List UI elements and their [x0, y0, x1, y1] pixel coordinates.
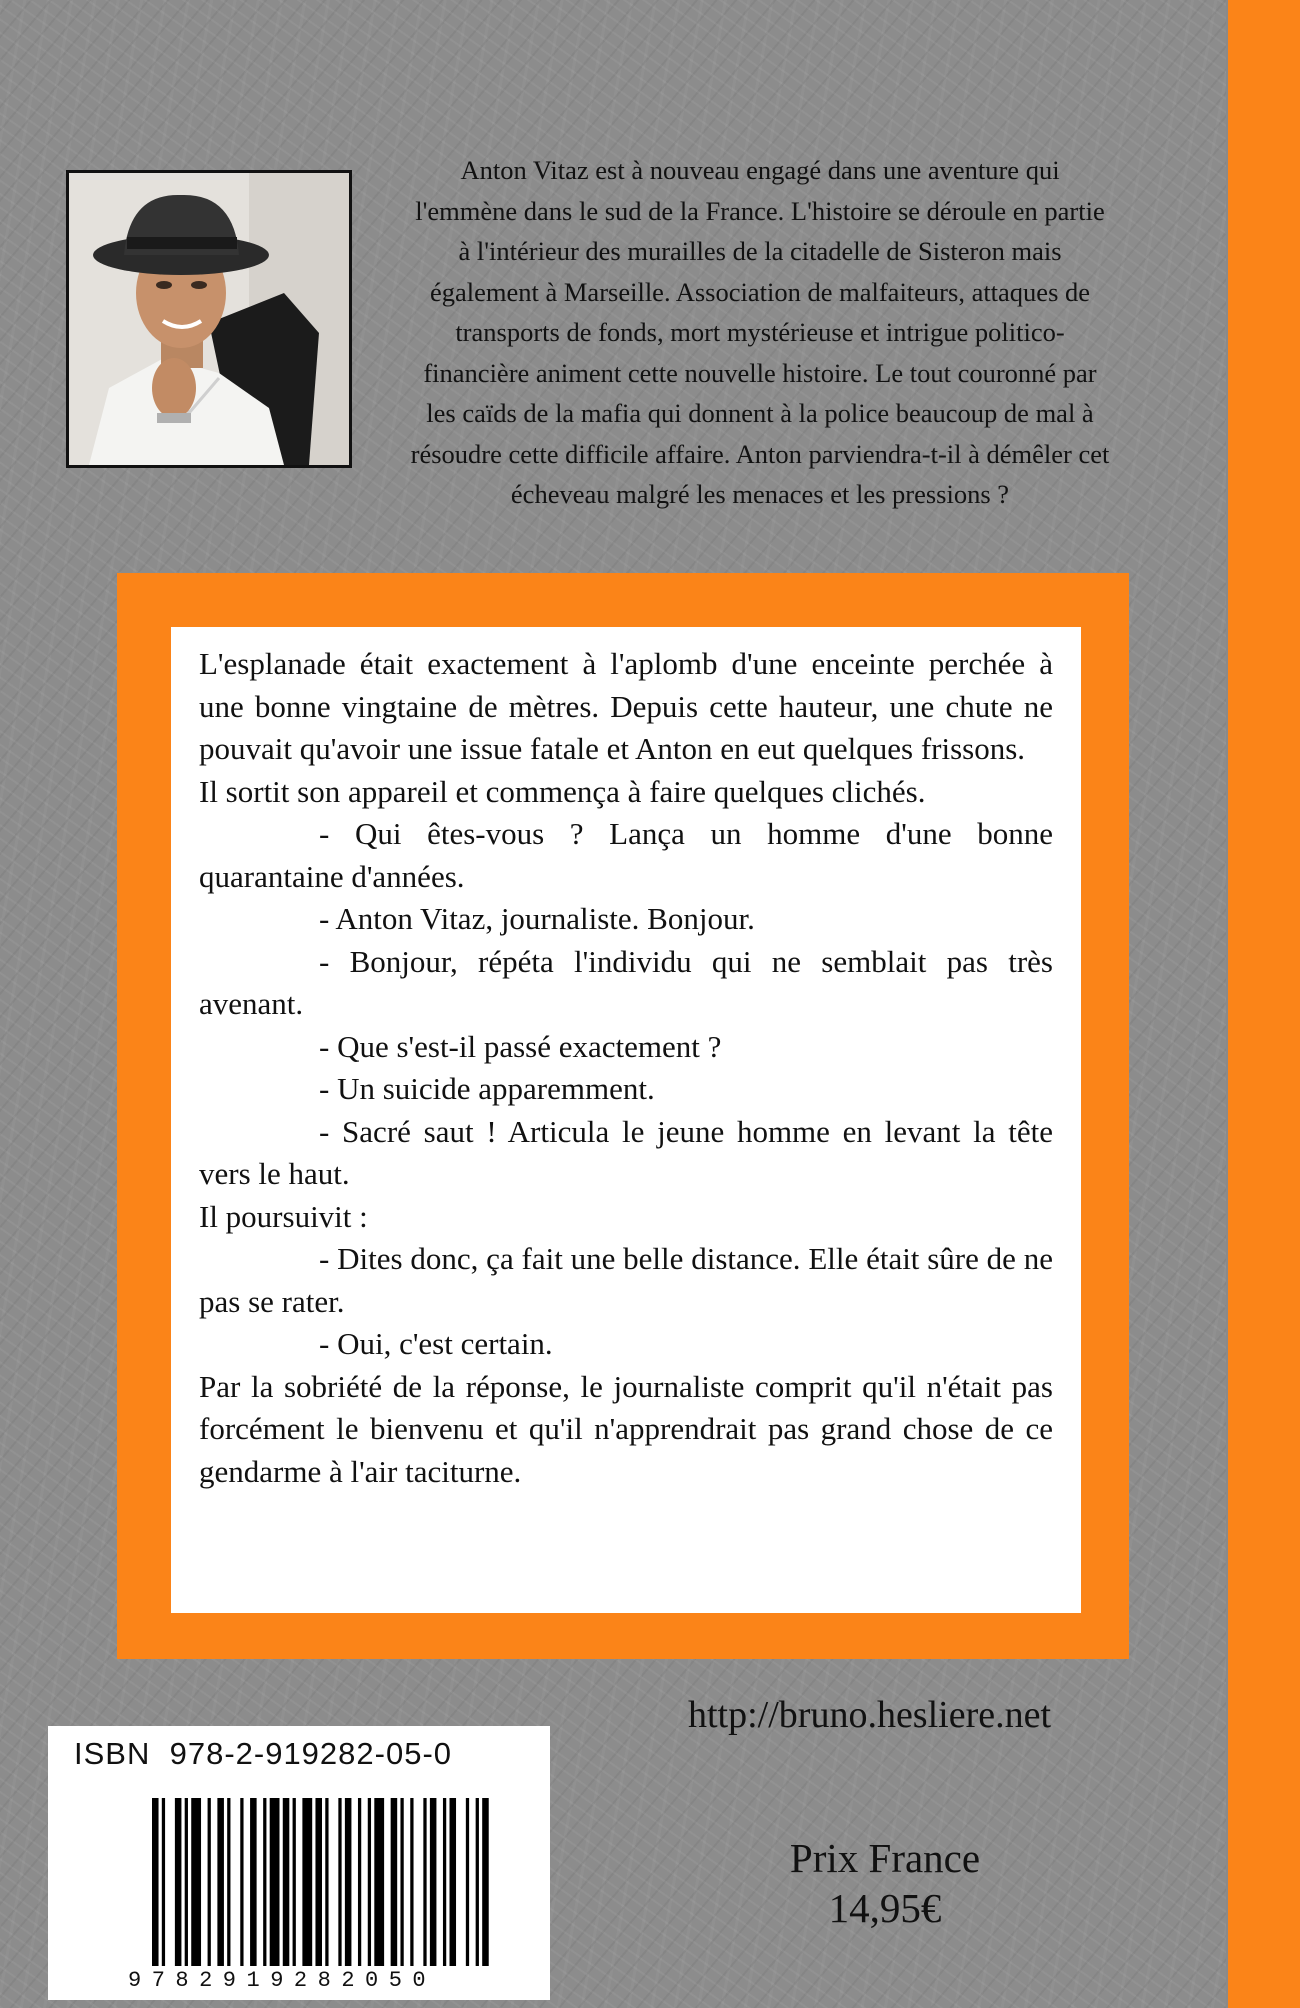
excerpt-box	[171, 627, 1081, 1613]
price-value: 14,95€	[828, 1885, 942, 1931]
isbn-number: 978-2-919282-05-0	[169, 1736, 453, 1771]
barcode-digits: 9782919282050	[128, 1968, 437, 1993]
excerpt-paragraph: Par la sobriété de la réponse, le journaliste comprit qu'il n'était pas forcément le bienvenu et qu'il n'apprendrait pas grand chose de ce gendarme à l'air taciturne.	[199, 1368, 1053, 1489]
book-blurb: Anton Vitaz est à nouveau engagé dans une aventure qui l'emmène dans le sud de la France. L'histoire se déroule en partie à l'intérieur des murailles de la citadelle de Sisteron mais également à Marseille. Association de malfaiteurs, attaques de transports de fonds, mort mystérieuse et intrigue politico-financière animent cette nouvelle histoire. Le tout couronné par les caïds de la mafia qui donnent à la police beaucoup de mal à résoudre cette difficile affaire. Anton parviendra-t-il à démêler cet écheveau malgré les menaces et les pressions ?	[410, 155, 1110, 509]
isbn-barcode-box	[48, 1726, 550, 2000]
excerpt-paragraph: L'esplanade était exactement à l'aplomb d'une enceinte perchée à une bonne vingtaine de mètres. Depuis cette hauteur, une chute ne pouvait qu'avoir une issue fatale et Anton en eut quelques frissons.	[199, 646, 1053, 766]
author-portrait-photo	[66, 170, 352, 468]
excerpt-dialogue: - Que s'est-il passé exactement ?	[319, 1028, 722, 1064]
price-block	[730, 1833, 1040, 1933]
excerpt-dialogue: - Qui êtes-vous ? Lança un homme d'une bonne quarantaine d'années.	[199, 816, 1053, 894]
excerpt-paragraph: Il sortit son appareil et commença à faire quelques clichés.	[199, 773, 926, 809]
excerpt-dialogue: - Un suicide apparemment.	[319, 1071, 655, 1106]
orange-spine-strip	[1226, 0, 1300, 2008]
author-portrait-icon	[69, 173, 349, 465]
website-url: http://bruno.hesliere.net	[688, 1694, 1052, 1736]
barcode-icon	[152, 1798, 492, 1966]
isbn-label: ISBN	[74, 1736, 151, 1771]
excerpt-dialogue: - Anton Vitaz, journaliste. Bonjour.	[319, 901, 755, 936]
excerpt-paragraph: Il poursuivit :	[199, 1198, 368, 1234]
excerpt-dialogue: - Sacré saut ! Articula le jeune homme en levant la tête vers le haut.	[199, 1113, 1053, 1191]
excerpt-dialogue: - Oui, c'est certain.	[319, 1326, 553, 1361]
excerpt-text	[199, 643, 1053, 1493]
price-label: Prix France	[789, 1835, 981, 1881]
isbn-line	[74, 1736, 452, 1772]
excerpt-dialogue: - Bonjour, répéta l'individu qui ne semblait pas très avenant.	[199, 943, 1053, 1021]
excerpt-dialogue: - Dites donc, ça fait une belle distance. Elle était sûre de ne pas se rater.	[199, 1241, 1053, 1319]
